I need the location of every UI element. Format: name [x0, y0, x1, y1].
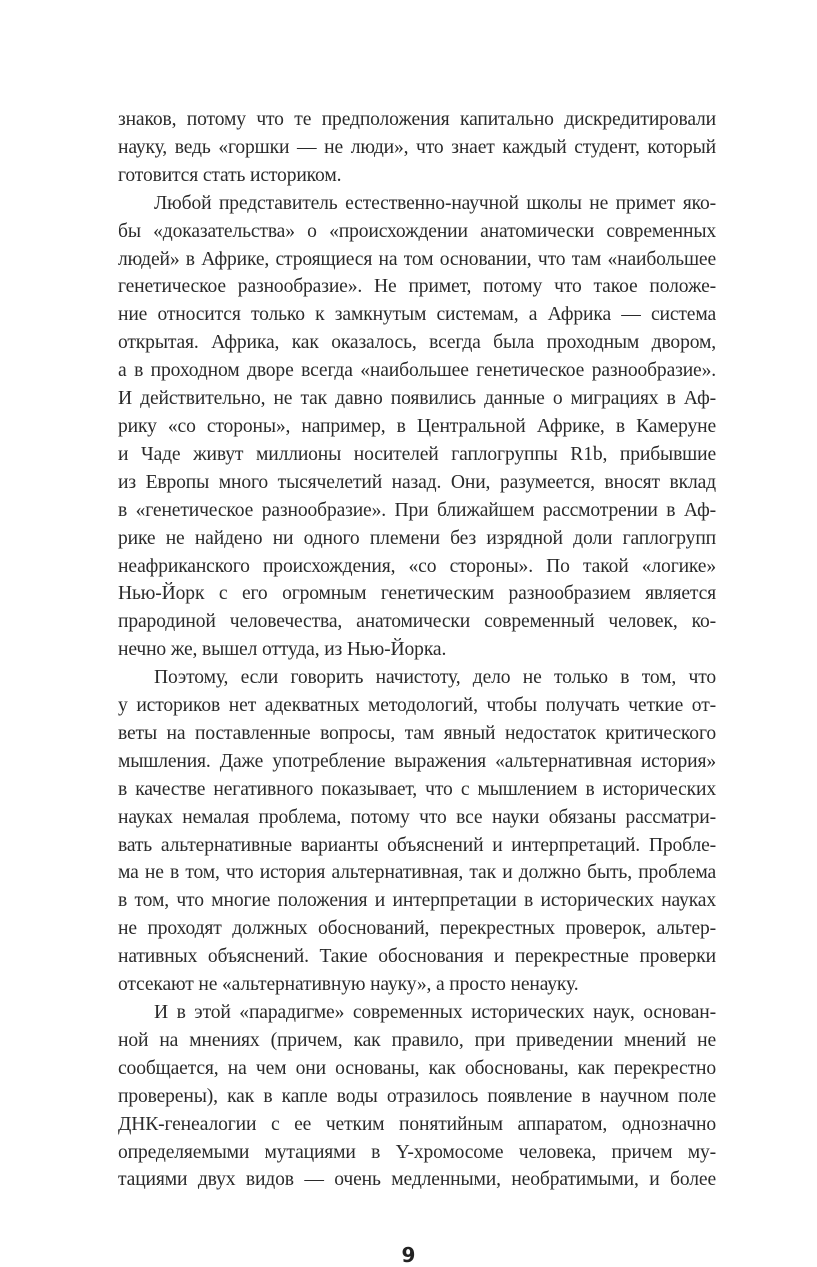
text-line: науках немалая проблема, потому что все науки обязаны рассматри- [118, 806, 716, 828]
text-line: науку, ведь «горшки — не люди», что знает каждый студент, который [118, 136, 716, 158]
text-line: ние относится только к замкнутым системам, а Африка — система [118, 304, 716, 326]
paragraph [118, 190, 716, 664]
text-line: в том, что многие положения и интерпретации в исторических науках [118, 890, 716, 912]
text-line: знаков, потому что те предположения капитально дискредитировали [118, 109, 716, 130]
text-line: проверены), как в капле воды отразилось появление в научном поле [118, 1085, 716, 1107]
text-line: тациями двух видов — очень медленными, необратимыми, и более [118, 1169, 716, 1191]
paragraph [118, 999, 716, 1194]
text-line: рике не найдено ни одного племени без изрядной доли гаплогрупп [118, 527, 716, 549]
text-line: ной на мнениях (причем, как правило, при приведении мнений не [118, 1029, 716, 1051]
text-line: в качестве негативного показывает, что с мышлением в исторических [118, 778, 716, 800]
paragraph [118, 106, 716, 190]
text-line: сообщается, на чем они основаны, как обоснованы, как перекрестно [118, 1057, 716, 1079]
text-line: Любой представитель естественно-научной школы не примет яко- [154, 192, 716, 214]
text-line: нечно же, вышел оттуда, из Нью-Йорка. [118, 639, 447, 661]
text-line: в «генетическое разнообразие». При ближайшем рассмотрении в Аф- [118, 499, 716, 521]
text-line: рику «со стороны», например, в Центральной Африке, в Камеруне [118, 415, 716, 437]
page-body-text [118, 106, 716, 1194]
text-line: из Европы много тысячелетий назад. Они, разумеется, вносят вклад [118, 471, 716, 493]
text-line: людей» в Африке, строящиеся на том основании, что там «наибольшее [118, 248, 716, 270]
page-number: 9 [401, 1243, 416, 1267]
text-line: Поэтому, если говорить начистоту, дело не только в том, что [154, 667, 716, 689]
text-line: ДНК-генеалогии с ее четким понятийным аппаратом, однозначно [118, 1113, 716, 1135]
text-line: и Чаде живут миллионы носителей гаплогруппы R1b, прибывшие [118, 443, 716, 465]
text-line: прародиной человечества, анатомически современный человек, ко- [118, 611, 716, 633]
page [0, 106, 817, 1267]
text-line: генетическое разнообразие». Не примет, потому что такое положе- [118, 276, 716, 298]
text-line: а в проходном дворе всегда «наибольшее генетическое разнообразие». [118, 360, 716, 382]
text-line: И в этой «парадигме» современных исторических наук, основан- [154, 1002, 716, 1023]
text-line: бы «доказательства» о «происхождении анатомически современных [118, 220, 716, 242]
text-line: мышления. Даже употребление выражения «альтернативная история» [118, 750, 716, 772]
text-line: неафриканского происхождения, «со стороны». По такой «логике» [118, 555, 716, 577]
paragraph [118, 664, 716, 999]
text-line: отсекают не «альтернативную науку», а просто ненауку. [118, 974, 579, 996]
text-line: вать альтернативные варианты объяснений и интерпретаций. Пробле- [118, 834, 716, 856]
text-line: И действительно, не так давно появились данные о миграциях в Аф- [118, 388, 716, 410]
text-line: веты на поставленные вопросы, там явный недостаток критического [118, 722, 716, 744]
text-line: определяемыми мутациями в Y-хромосоме человека, причем му- [118, 1141, 716, 1163]
text-line: не проходят должных обоснований, перекрестных проверок, альтер- [118, 918, 716, 940]
text-line: Нью-Йорк с его огромным генетическим разнообразием является [118, 583, 716, 605]
text-line: ма не в том, что история альтернативная, так и должно быть, проблема [118, 862, 716, 884]
text-line: нативных объяснений. Такие обоснования и перекрестные проверки [118, 946, 716, 968]
text-line: готовится стать историком. [118, 164, 342, 186]
text-line: у историков нет адекватных методологий, чтобы получать четкие от- [118, 695, 716, 717]
text-line: открытая. Африка, как оказалось, всегда была проходным двором, [118, 332, 716, 354]
